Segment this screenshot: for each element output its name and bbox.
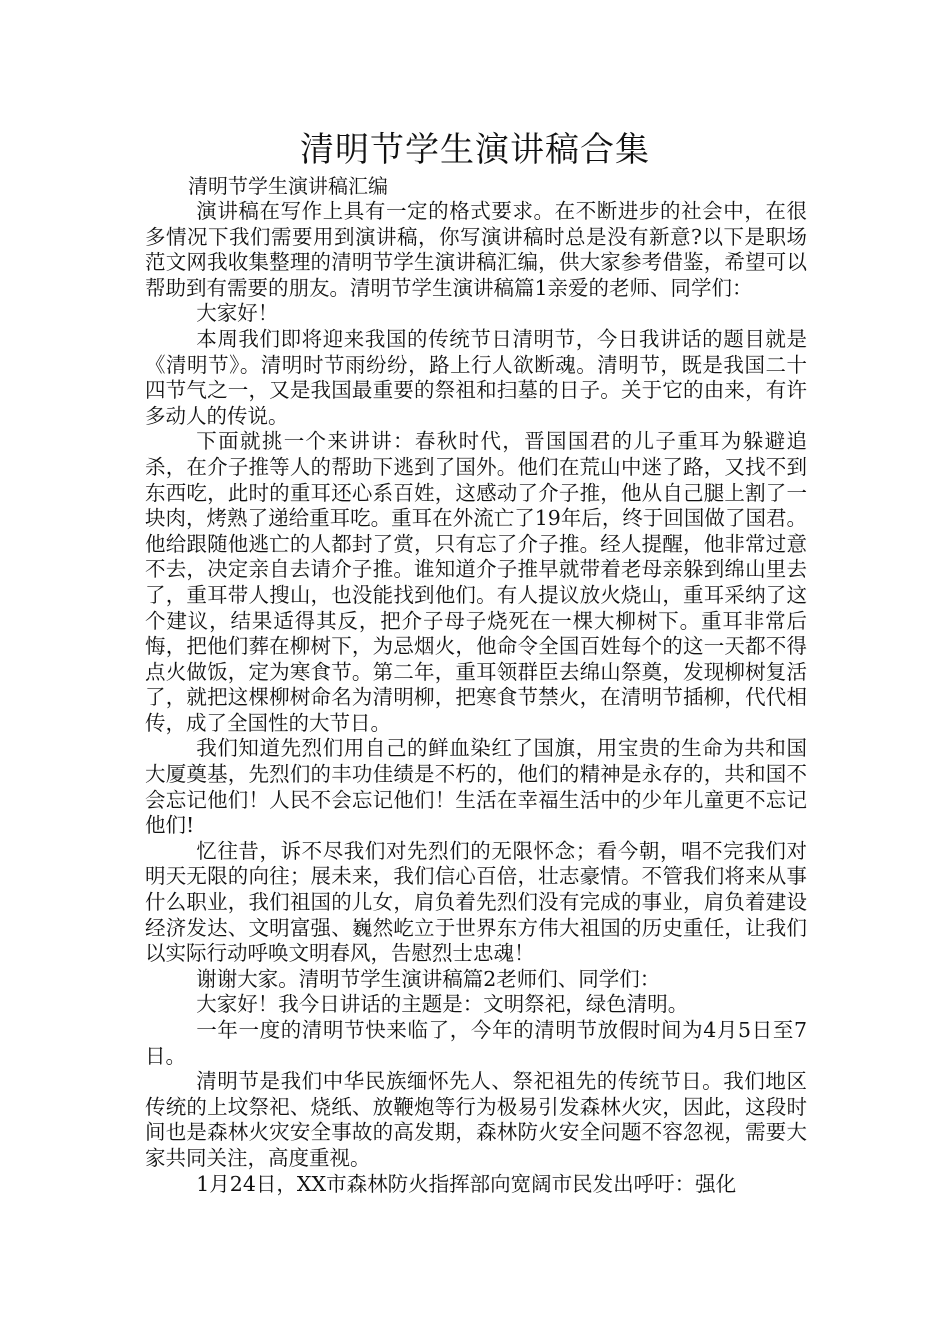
- paragraph: 一年一度的清明节快来临了，今年的清明节放假时间为4月5日至7日。: [145, 1018, 807, 1068]
- paragraph: 我们知道先烈们用自己的鲜血染红了国旗，用宝贵的生命为共和国大厦奠基，先烈们的丰功佳绩是不朽的，他们的精神是永存的，共和国不会忘记他们！人民不会忘记他们！生活在幸福生活中的少年儿童更不忘记他们!: [145, 736, 807, 838]
- document-body: [145, 199, 807, 1197]
- document-subtitle: 清明节学生演讲稿汇编: [188, 174, 388, 198]
- paragraph: 大家好！我今日讲话的主题是：文明祭祀，绿色清明。: [196, 992, 689, 1017]
- paragraph: 1月24日，XX市森林防火指挥部向宽阔市民发出呼吁：强化: [196, 1171, 737, 1196]
- paragraph: 大家好！: [196, 301, 279, 326]
- paragraph: 本周我们即将迎来我国的传统节日清明节，今日我讲话的题目就是《清明节》。清明时节雨纷纷，路上行人欲断魂。清明节，既是我国二十四节气之一，又是我国最重要的祭祖和扫墓的日子。关于它的由来，有许多动人的传说。: [145, 326, 807, 428]
- paragraph: 下面就挑一个来讲讲：春秋时代，晋国国君的儿子重耳为躲避追杀，在介子推等人的帮助下逃到了国外。他们在荒山中迷了路，又找不到东西吃，此时的重耳还心系百姓，这感动了介子推，他从自己腿上割了一块肉，烤熟了递给重耳吃。重耳在外流亡了19年后，终于回国做了国君。他给跟随他逃亡的人都封了赏，只有忘了介子推。经人提醒，他非常过意不去，决定亲自去请介子推。谁知道介子推早就带着老母亲躲到绵山里去了，重耳带人搜山，也没能找到他们。有人提议放火烧山，重耳采纳了这个建议，结果适得其反，把介子母子烧死在一棵大柳树下。重耳非常后悔，把他们葬在柳树下，为忌烟火，他命令全国百姓每个的这一天都不得点火做饭，定为寒食节。第二年，重耳领群臣去绵山祭奠，发现柳树复活了，就把这棵柳树命名为清明柳，把寒食节禁火，在清明节插柳，代代相传，成了全国性的大节日。: [145, 429, 807, 735]
- paragraph: 忆往昔，诉不尽我们对先烈们的无限怀念；看今朝，唱不完我们对明天无限的向往；展未来，我们信心百倍，壮志豪情。不管我们将来从事什么职业，我们祖国的儿女，肩负着先烈们没有完成的事业，肩负着建设经济发达、文明富强、巍然屹立于世界东方伟大祖国的历史重任，让我们以实际行动呼唤文明春风，告慰烈士忠魂！: [145, 838, 807, 966]
- paragraph: 清明节是我们中华民族缅怀先人、祭祀祖先的传统节日。我们地区传统的上坟祭祀、烧纸、放鞭炮等行为极易引发森林火灾，因此，这段时间也是森林火灾安全事故的高发期，森林防火安全问题不容忽视，需要大家共同关注，高度重视。: [145, 1069, 807, 1170]
- paragraph: 谢谢大家。清明节学生演讲稿篇2老师们、同学们：: [196, 966, 661, 991]
- document-title: 清明节学生演讲稿合集: [300, 130, 650, 170]
- paragraph: 演讲稿在写作上具有一定的格式要求。在不断进步的社会中，在很多情况下我们需要用到演讲稿，你写演讲稿时总是没有新意?以下是职场范文网我收集整理的清明节学生演讲稿汇编，供大家参考借鉴，希望可以帮助到有需要的朋友。清明节学生演讲稿篇1亲爱的老师、同学们：: [145, 199, 807, 300]
